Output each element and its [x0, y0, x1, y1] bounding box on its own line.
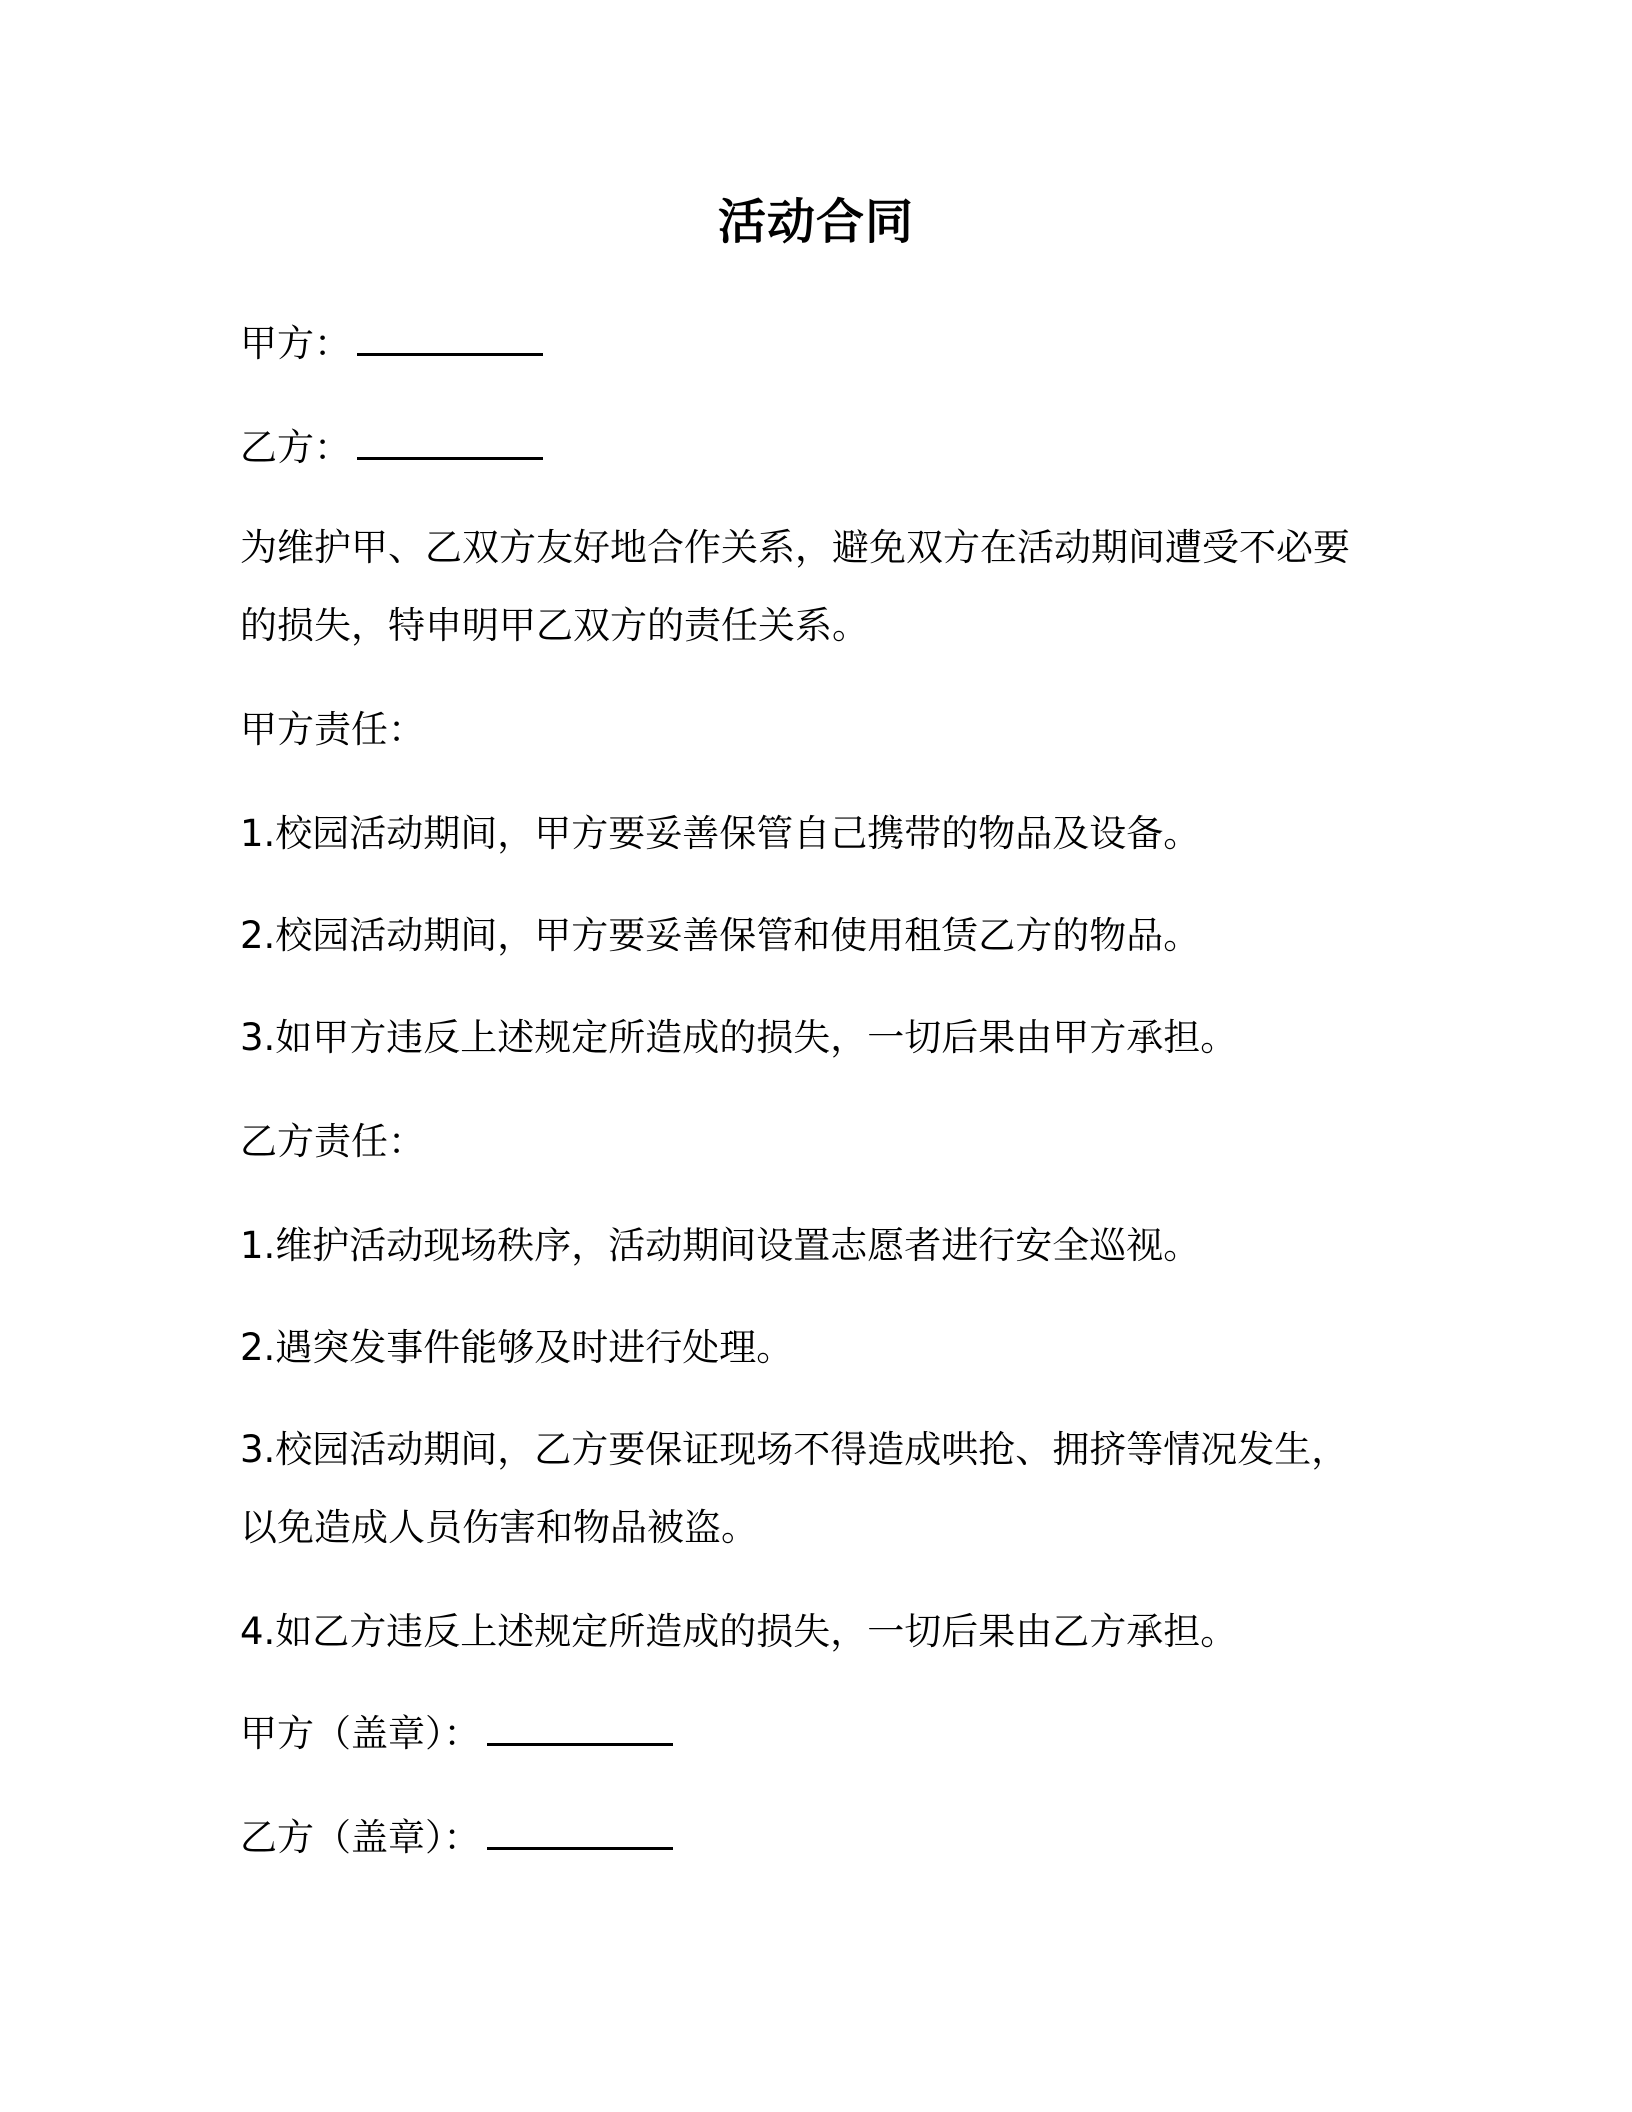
party-a-seal-label: 甲方（盖章）：: [240, 1712, 481, 1755]
intro-line-2: 的损失，特申明甲乙双方的责任关系。: [240, 604, 869, 647]
party-a-line: [240, 318, 1400, 370]
party-a-seal-blank: [487, 1709, 673, 1746]
party-b-seal-blank: [487, 1813, 673, 1850]
intro-line-1: 为维护甲、乙双方友好地合作关系，避免双方在活动期间遭受不必要: [240, 526, 1350, 569]
party-b-clause-1: 1.维护活动现场秩序，活动期间设置志愿者进行安全巡视。: [240, 1224, 1201, 1267]
party-a-label: 甲方：: [240, 322, 351, 365]
party-a-clause-3: 3.如甲方违反上述规定所造成的损失，一切后果由甲方承担。: [240, 1016, 1238, 1059]
party-b-clause-3-line-2: 以免造成人员伤害和物品被盗。: [240, 1506, 758, 1549]
party-b-responsibilities-heading: 乙方责任：: [240, 1120, 425, 1163]
party-b-clause-4: 4.如乙方违反上述规定所造成的损失，一切后果由乙方承担。: [240, 1610, 1238, 1653]
party-b-line: [240, 422, 1400, 474]
party-a-blank: [357, 319, 543, 356]
party-b-label: 乙方：: [240, 426, 351, 469]
party-b-clause-2: 2.遇突发事件能够及时进行处理。: [240, 1326, 794, 1369]
party-a-seal-line: [240, 1708, 1400, 1760]
party-a-clause-1: 1.校园活动期间，甲方要妥善保管自己携带的物品及设备。: [240, 812, 1201, 855]
party-b-seal-line: [240, 1812, 1400, 1864]
party-a-clause-2: 2.校园活动期间，甲方要妥善保管和使用租赁乙方的物品。: [240, 914, 1201, 957]
document-title: 活动合同: [717, 194, 914, 250]
party-a-responsibilities-heading: 甲方责任：: [240, 708, 425, 751]
party-b-clause-3-line-1: 3.校园活动期间，乙方要保证现场不得造成哄抢、拥挤等情况发生，: [240, 1428, 1349, 1471]
party-b-blank: [357, 423, 543, 460]
party-b-seal-label: 乙方（盖章）：: [240, 1816, 481, 1859]
